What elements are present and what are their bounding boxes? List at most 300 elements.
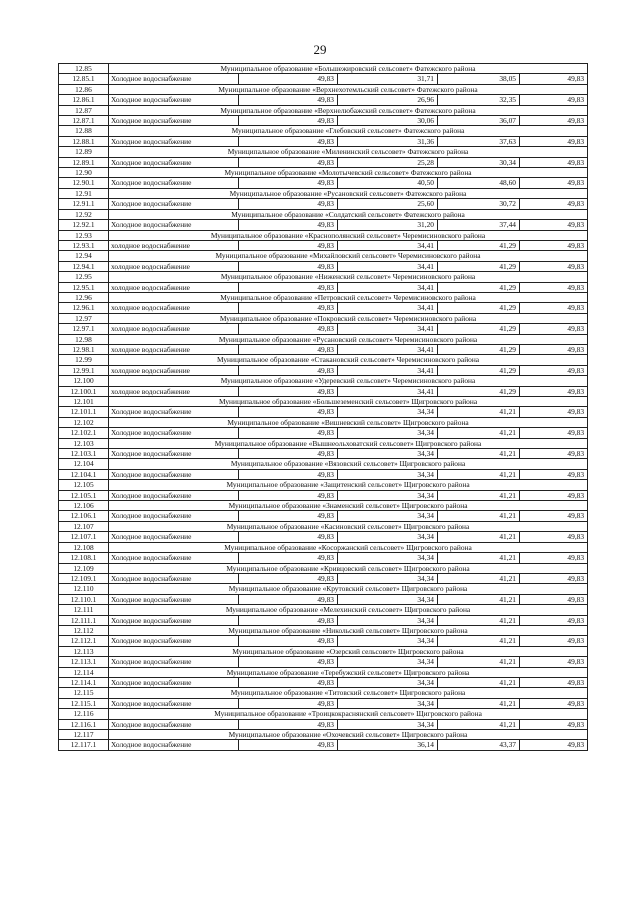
tariff-value-2: 30,06 <box>338 116 438 126</box>
tariff-value-1: 49,83 <box>239 449 338 459</box>
service-name: Холодное водоснабжение <box>109 553 239 563</box>
tariff-value-4: 49,83 <box>520 740 588 750</box>
tariff-row-code: 12.87.1 <box>59 116 109 126</box>
section-title: Муниципальное образование «Охочевский сельсовет» Щигровского района <box>109 730 588 740</box>
service-name: холодное водоснабжение <box>109 386 239 396</box>
section-header-row <box>59 105 588 115</box>
tariff-row <box>59 365 588 375</box>
section-title: Муниципальное образование «Стакановский сельсовет» Черемисиновского района <box>109 355 588 365</box>
tariff-value-3: 41,21 <box>438 428 520 438</box>
tariff-value-3: 41,21 <box>438 719 520 729</box>
section-title: Муниципальное образование «Русановский сельсовет» Черемисиновского района <box>109 334 588 344</box>
section-title: Муниципальное образование «Троицкокраснянский сельсовет» Щигровского района <box>109 709 588 719</box>
tariff-row-code: 12.85.1 <box>59 74 109 84</box>
section-code: 12.98 <box>59 334 109 344</box>
tariff-value-2: 34,34 <box>338 657 438 667</box>
tariff-row <box>59 344 588 354</box>
section-title: Муниципальное образование «Верхнелюбажский сельсовет» Фатежского района <box>109 105 588 115</box>
section-title: Муниципальное образование «Большеземенский сельсовет» Щигровского района <box>109 397 588 407</box>
service-name: холодное водоснабжение <box>109 240 239 250</box>
tariff-value-3: 41,29 <box>438 324 520 334</box>
section-code: 12.105 <box>59 480 109 490</box>
tariff-row <box>59 719 588 729</box>
service-name: Холодное водоснабжение <box>109 136 239 146</box>
tariff-row <box>59 490 588 500</box>
section-header-row <box>59 501 588 511</box>
tariff-value-4: 49,83 <box>520 282 588 292</box>
service-name: холодное водоснабжение <box>109 282 239 292</box>
section-title: Муниципальное образование «Петровский сельсовет» Черемисиновского района <box>109 292 588 302</box>
service-name: Холодное водоснабжение <box>109 719 239 729</box>
tariff-value-1: 49,83 <box>239 698 338 708</box>
tariff-value-2: 34,41 <box>338 386 438 396</box>
tariff-row <box>59 74 588 84</box>
tariff-value-2: 34,34 <box>338 490 438 500</box>
tariff-row-code: 12.89.1 <box>59 157 109 167</box>
section-header-row <box>59 209 588 219</box>
section-code: 12.95 <box>59 272 109 282</box>
tariff-value-4: 49,83 <box>520 157 588 167</box>
tariff-row <box>59 469 588 479</box>
section-title: Муниципальное образование «Глебовский сельсовет» Фатежского района <box>109 126 588 136</box>
section-title: Муниципальное образование «Касиновский сельсовет» Щигровского района <box>109 521 588 531</box>
tariff-value-2: 34,41 <box>338 261 438 271</box>
service-name: холодное водоснабжение <box>109 303 239 313</box>
section-title: Муниципальное образование «Косоржанский сельсовет» Щигровского района <box>109 542 588 552</box>
tariff-value-1: 49,83 <box>239 511 338 521</box>
section-code: 12.100 <box>59 376 109 386</box>
tariff-value-4: 49,83 <box>520 303 588 313</box>
tariff-row-code: 12.104.1 <box>59 469 109 479</box>
section-title: Муниципальное образование «Кривцовский сельсовет» Щигровского района <box>109 563 588 573</box>
section-code: 12.91 <box>59 188 109 198</box>
tariff-row <box>59 220 588 230</box>
tariff-value-2: 31,36 <box>338 136 438 146</box>
section-title: Муниципальное образование «Мелехинский сельсовет» Щигровского района <box>109 605 588 615</box>
tariff-value-3: 41,21 <box>438 407 520 417</box>
tariff-row-code: 12.107.1 <box>59 532 109 542</box>
tariff-value-4: 49,83 <box>520 324 588 334</box>
section-header-row <box>59 459 588 469</box>
tariff-row-code: 12.116.1 <box>59 719 109 729</box>
tariff-value-3: 41,29 <box>438 386 520 396</box>
tariff-value-4: 49,83 <box>520 511 588 521</box>
tariff-value-1: 49,83 <box>239 677 338 687</box>
service-name: Холодное водоснабжение <box>109 428 239 438</box>
tariff-row <box>59 428 588 438</box>
tariff-value-1: 49,83 <box>239 199 338 209</box>
tariff-value-4: 49,83 <box>520 74 588 84</box>
tariff-value-3: 41,21 <box>438 594 520 604</box>
tariff-value-3: 41,29 <box>438 282 520 292</box>
tariff-value-2: 26,96 <box>338 95 438 105</box>
tariff-value-3: 41,29 <box>438 365 520 375</box>
tariff-row-code: 12.92.1 <box>59 220 109 230</box>
tariff-row <box>59 636 588 646</box>
tariff-value-2: 36,14 <box>338 740 438 750</box>
tariff-value-2: 34,34 <box>338 719 438 729</box>
section-code: 12.110 <box>59 584 109 594</box>
section-code: 12.85 <box>59 64 109 74</box>
tariff-row-code: 12.91.1 <box>59 199 109 209</box>
service-name: холодное водоснабжение <box>109 324 239 334</box>
section-header-row <box>59 334 588 344</box>
section-title: Муниципальное образование «Солдатский сельсовет» Фатежского района <box>109 209 588 219</box>
tariff-value-1: 49,83 <box>239 344 338 354</box>
section-code: 12.96 <box>59 292 109 302</box>
tariff-row-code: 12.90.1 <box>59 178 109 188</box>
tariff-value-3: 41,21 <box>438 553 520 563</box>
tariff-value-2: 34,41 <box>338 324 438 334</box>
tariff-value-2: 34,34 <box>338 449 438 459</box>
tariff-value-3: 41,21 <box>438 490 520 500</box>
tariff-value-4: 49,83 <box>520 428 588 438</box>
section-code: 12.109 <box>59 563 109 573</box>
section-code: 12.116 <box>59 709 109 719</box>
tariff-value-2: 34,34 <box>338 573 438 583</box>
service-name: Холодное водоснабжение <box>109 698 239 708</box>
tariff-value-3: 30,72 <box>438 199 520 209</box>
tariff-value-4: 49,83 <box>520 261 588 271</box>
service-name: Холодное водоснабжение <box>109 449 239 459</box>
section-title: Муниципальное образование «Крутовский сельсовет» Щигровского района <box>109 584 588 594</box>
section-code: 12.93 <box>59 230 109 240</box>
service-name: Холодное водоснабжение <box>109 220 239 230</box>
tariff-row <box>59 532 588 542</box>
tariff-value-4: 49,83 <box>520 365 588 375</box>
tariff-value-1: 49,83 <box>239 282 338 292</box>
service-name: Холодное водоснабжение <box>109 199 239 209</box>
section-code: 12.94 <box>59 251 109 261</box>
section-header-row <box>59 438 588 448</box>
tariff-value-2: 34,41 <box>338 344 438 354</box>
tariff-row-code: 12.88.1 <box>59 136 109 146</box>
tariff-table-body <box>59 64 588 751</box>
service-name: Холодное водоснабжение <box>109 74 239 84</box>
tariff-value-1: 49,83 <box>239 116 338 126</box>
section-title: Муниципальное образование «Большежировский сельсовет» Фатежского района <box>109 64 588 74</box>
tariff-row <box>59 698 588 708</box>
service-name: Холодное водоснабжение <box>109 573 239 583</box>
tariff-value-2: 34,34 <box>338 532 438 542</box>
tariff-value-3: 38,05 <box>438 74 520 84</box>
tariff-row <box>59 178 588 188</box>
tariff-value-4: 49,83 <box>520 615 588 625</box>
tariff-value-1: 49,83 <box>239 324 338 334</box>
tariff-value-1: 49,83 <box>239 532 338 542</box>
tariff-row-code: 12.94.1 <box>59 261 109 271</box>
tariff-value-2: 34,41 <box>338 240 438 250</box>
tariff-value-1: 49,83 <box>239 657 338 667</box>
tariff-value-4: 49,83 <box>520 344 588 354</box>
tariff-row <box>59 157 588 167</box>
tariff-value-4: 49,83 <box>520 220 588 230</box>
tariff-row-code: 12.112.1 <box>59 636 109 646</box>
tariff-value-2: 34,41 <box>338 365 438 375</box>
tariff-row-code: 12.96.1 <box>59 303 109 313</box>
section-header-row <box>59 230 588 240</box>
service-name: Холодное водоснабжение <box>109 511 239 521</box>
section-code: 12.104 <box>59 459 109 469</box>
section-title: Муниципальное образование «Удеревский сельсовет» Черемисиновского района <box>109 376 588 386</box>
service-name: холодное водоснабжение <box>109 261 239 271</box>
page-number: 29 <box>313 42 327 57</box>
section-code: 12.87 <box>59 105 109 115</box>
tariff-row-code: 12.102.1 <box>59 428 109 438</box>
service-name: Холодное водоснабжение <box>109 490 239 500</box>
tariff-value-4: 49,83 <box>520 677 588 687</box>
tariff-value-3: 41,29 <box>438 261 520 271</box>
tariff-value-3: 41,21 <box>438 636 520 646</box>
tariff-row-code: 12.100.1 <box>59 386 109 396</box>
section-code: 12.108 <box>59 542 109 552</box>
tariff-row-code: 12.106.1 <box>59 511 109 521</box>
section-header-row <box>59 480 588 490</box>
section-code: 12.115 <box>59 688 109 698</box>
section-title: Муниципальное образование «Миленинский сельсовет» Фатежского района <box>109 147 588 157</box>
service-name: Холодное водоснабжение <box>109 95 239 105</box>
service-name: Холодное водоснабжение <box>109 594 239 604</box>
tariff-row <box>59 282 588 292</box>
section-code: 12.89 <box>59 147 109 157</box>
tariff-row-code: 12.115.1 <box>59 698 109 708</box>
tariff-row-code: 12.86.1 <box>59 95 109 105</box>
section-title: Муниципальное образование «Вязовский сельсовет» Щигровского района <box>109 459 588 469</box>
service-name: Холодное водоснабжение <box>109 657 239 667</box>
section-header-row <box>59 730 588 740</box>
tariff-value-2: 34,34 <box>338 594 438 604</box>
section-title: Муниципальное образование «Русановский сельсовет» Фатежского района <box>109 188 588 198</box>
service-name: холодное водоснабжение <box>109 344 239 354</box>
tariff-value-4: 49,83 <box>520 469 588 479</box>
tariff-value-3: 37,44 <box>438 220 520 230</box>
section-header-row <box>59 376 588 386</box>
service-name: Холодное водоснабжение <box>109 636 239 646</box>
tariff-value-2: 34,34 <box>338 677 438 687</box>
tariff-row <box>59 615 588 625</box>
section-title: Муниципальное образование «Знаменский сельсовет» Щигровского района <box>109 501 588 511</box>
tariff-row <box>59 95 588 105</box>
tariff-value-3: 37,63 <box>438 136 520 146</box>
tariff-row-code: 12.93.1 <box>59 240 109 250</box>
section-title: Муниципальное образование «Вишневский сельсовет» Щигровского района <box>109 417 588 427</box>
tariff-value-2: 40,50 <box>338 178 438 188</box>
section-code: 12.106 <box>59 501 109 511</box>
section-code: 12.88 <box>59 126 109 136</box>
tariff-value-4: 49,83 <box>520 573 588 583</box>
tariff-row <box>59 449 588 459</box>
section-code: 12.112 <box>59 625 109 635</box>
section-title: Муниципальное образование «Покровский сельсовет» Черемисиновского района <box>109 313 588 323</box>
tariff-value-1: 49,83 <box>239 740 338 750</box>
tariff-value-1: 49,83 <box>239 74 338 84</box>
tariff-value-3: 36,07 <box>438 116 520 126</box>
section-header-row <box>59 605 588 615</box>
tariff-value-1: 49,83 <box>239 95 338 105</box>
section-title: Муниципальное образование «Верхнехотемльский сельсовет» Фатежского района <box>109 84 588 94</box>
section-title: Муниципальное образование «Молотычевский сельсовет» Фатежского района <box>109 168 588 178</box>
section-title: Муниципальное образование «Краснополянский сельсовет» Черемисиновского района <box>109 230 588 240</box>
tariff-value-1: 49,83 <box>239 407 338 417</box>
section-header-row <box>59 688 588 698</box>
tariff-value-3: 48,60 <box>438 178 520 188</box>
tariff-value-1: 49,83 <box>239 240 338 250</box>
tariff-value-1: 49,83 <box>239 261 338 271</box>
tariff-value-1: 49,83 <box>239 428 338 438</box>
section-header-row <box>59 646 588 656</box>
tariff-row-code: 12.114.1 <box>59 677 109 687</box>
tariff-row-code: 12.111.1 <box>59 615 109 625</box>
tariff-value-2: 34,41 <box>338 303 438 313</box>
tariff-value-1: 49,83 <box>239 553 338 563</box>
tariff-value-3: 41,21 <box>438 615 520 625</box>
tariff-row <box>59 407 588 417</box>
tariff-row <box>59 386 588 396</box>
tariff-value-4: 49,83 <box>520 719 588 729</box>
tariff-value-3: 41,21 <box>438 573 520 583</box>
tariff-value-2: 31,71 <box>338 74 438 84</box>
section-header-row <box>59 188 588 198</box>
tariff-value-1: 49,83 <box>239 365 338 375</box>
tariff-value-2: 34,34 <box>338 428 438 438</box>
tariff-value-2: 34,34 <box>338 553 438 563</box>
tariff-value-1: 49,83 <box>239 594 338 604</box>
section-title: Муниципальное образование «Теребужский сельсовет» Щигровского района <box>109 667 588 677</box>
section-title: Муниципальное образование «Озерский сельсовет» Щигровского района <box>109 646 588 656</box>
section-code: 12.90 <box>59 168 109 178</box>
tariff-value-4: 49,83 <box>520 553 588 563</box>
tariff-value-2: 34,34 <box>338 636 438 646</box>
tariff-value-3: 41,21 <box>438 469 520 479</box>
tariff-value-3: 43,37 <box>438 740 520 750</box>
section-code: 12.114 <box>59 667 109 677</box>
section-title: Муниципальное образование «Титовский сельсовет» Щигровского района <box>109 688 588 698</box>
tariff-value-4: 49,83 <box>520 490 588 500</box>
tariff-value-4: 49,83 <box>520 532 588 542</box>
tariff-value-1: 49,83 <box>239 220 338 230</box>
tariff-row-code: 12.110.1 <box>59 594 109 604</box>
tariff-row-code: 12.97.1 <box>59 324 109 334</box>
tariff-value-2: 34,34 <box>338 469 438 479</box>
section-header-row <box>59 126 588 136</box>
tariff-value-4: 49,83 <box>520 657 588 667</box>
tariff-value-4: 49,83 <box>520 636 588 646</box>
tariff-value-2: 34,34 <box>338 511 438 521</box>
section-header-row <box>59 64 588 74</box>
tariff-value-3: 41,21 <box>438 532 520 542</box>
service-name: Холодное водоснабжение <box>109 407 239 417</box>
section-code: 12.86 <box>59 84 109 94</box>
service-name: Холодное водоснабжение <box>109 740 239 750</box>
tariff-value-3: 41,21 <box>438 449 520 459</box>
service-name: холодное водоснабжение <box>109 365 239 375</box>
tariff-value-1: 49,83 <box>239 303 338 313</box>
section-header-row <box>59 251 588 261</box>
section-code: 12.99 <box>59 355 109 365</box>
tariff-row-code: 12.101.1 <box>59 407 109 417</box>
tariff-value-1: 49,83 <box>239 386 338 396</box>
tariff-row-code: 12.98.1 <box>59 344 109 354</box>
tariff-row-code: 12.99.1 <box>59 365 109 375</box>
section-header-row <box>59 147 588 157</box>
tariff-row-code: 12.117.1 <box>59 740 109 750</box>
tariff-row-code: 12.103.1 <box>59 449 109 459</box>
tariff-value-2: 34,34 <box>338 615 438 625</box>
section-code: 12.97 <box>59 313 109 323</box>
tariff-value-2: 25,60 <box>338 199 438 209</box>
service-name: Холодное водоснабжение <box>109 116 239 126</box>
tariff-value-3: 41,21 <box>438 698 520 708</box>
section-code: 12.101 <box>59 397 109 407</box>
tariff-row <box>59 657 588 667</box>
tariff-row <box>59 740 588 750</box>
tariff-row <box>59 136 588 146</box>
section-code: 12.107 <box>59 521 109 531</box>
section-title: Муниципальное образование «Никольский сельсовет» Щигровского района <box>109 625 588 635</box>
tariff-value-2: 34,41 <box>338 282 438 292</box>
tariff-value-4: 49,83 <box>520 240 588 250</box>
tariff-row <box>59 324 588 334</box>
section-title: Муниципальное образование «Вышнеольховатский сельсовет» Щигровского района <box>109 438 588 448</box>
tariff-row <box>59 199 588 209</box>
tariff-value-3: 41,21 <box>438 511 520 521</box>
service-name: Холодное водоснабжение <box>109 615 239 625</box>
section-header-row <box>59 168 588 178</box>
section-title: Муниципальное образование «Защитенский сельсовет» Щигровского района <box>109 480 588 490</box>
tariff-row <box>59 261 588 271</box>
tariff-row-code: 12.109.1 <box>59 573 109 583</box>
service-name: Холодное водоснабжение <box>109 469 239 479</box>
section-header-row <box>59 313 588 323</box>
tariff-value-4: 49,83 <box>520 386 588 396</box>
tariff-value-3: 41,29 <box>438 303 520 313</box>
tariff-value-2: 25,28 <box>338 157 438 167</box>
tariff-row-code: 12.108.1 <box>59 553 109 563</box>
section-title: Муниципальное образование «Ниженский сельсовет» Черемисиновского района <box>109 272 588 282</box>
tariff-value-1: 49,83 <box>239 719 338 729</box>
tariff-value-1: 49,83 <box>239 136 338 146</box>
section-code: 12.117 <box>59 730 109 740</box>
tariff-row-code: 12.113.1 <box>59 657 109 667</box>
tariff-value-3: 41,21 <box>438 677 520 687</box>
tariff-value-4: 49,83 <box>520 116 588 126</box>
service-name: Холодное водоснабжение <box>109 677 239 687</box>
tariff-value-1: 49,83 <box>239 157 338 167</box>
tariff-row <box>59 303 588 313</box>
section-header-row <box>59 521 588 531</box>
section-code: 12.103 <box>59 438 109 448</box>
tariff-value-1: 49,83 <box>239 490 338 500</box>
tariff-value-3: 32,35 <box>438 95 520 105</box>
section-header-row <box>59 397 588 407</box>
tariff-value-3: 30,34 <box>438 157 520 167</box>
section-header-row <box>59 84 588 94</box>
tariff-value-1: 49,83 <box>239 615 338 625</box>
tariff-value-2: 31,20 <box>338 220 438 230</box>
tariff-row <box>59 116 588 126</box>
tariff-value-3: 41,29 <box>438 240 520 250</box>
tariff-value-4: 49,83 <box>520 698 588 708</box>
section-header-row <box>59 625 588 635</box>
service-name: Холодное водоснабжение <box>109 157 239 167</box>
tariff-value-4: 49,83 <box>520 594 588 604</box>
section-code: 12.92 <box>59 209 109 219</box>
section-header-row <box>59 584 588 594</box>
section-header-row <box>59 417 588 427</box>
tariff-value-1: 49,83 <box>239 178 338 188</box>
tariff-value-2: 34,34 <box>338 407 438 417</box>
tariff-value-3: 41,21 <box>438 657 520 667</box>
